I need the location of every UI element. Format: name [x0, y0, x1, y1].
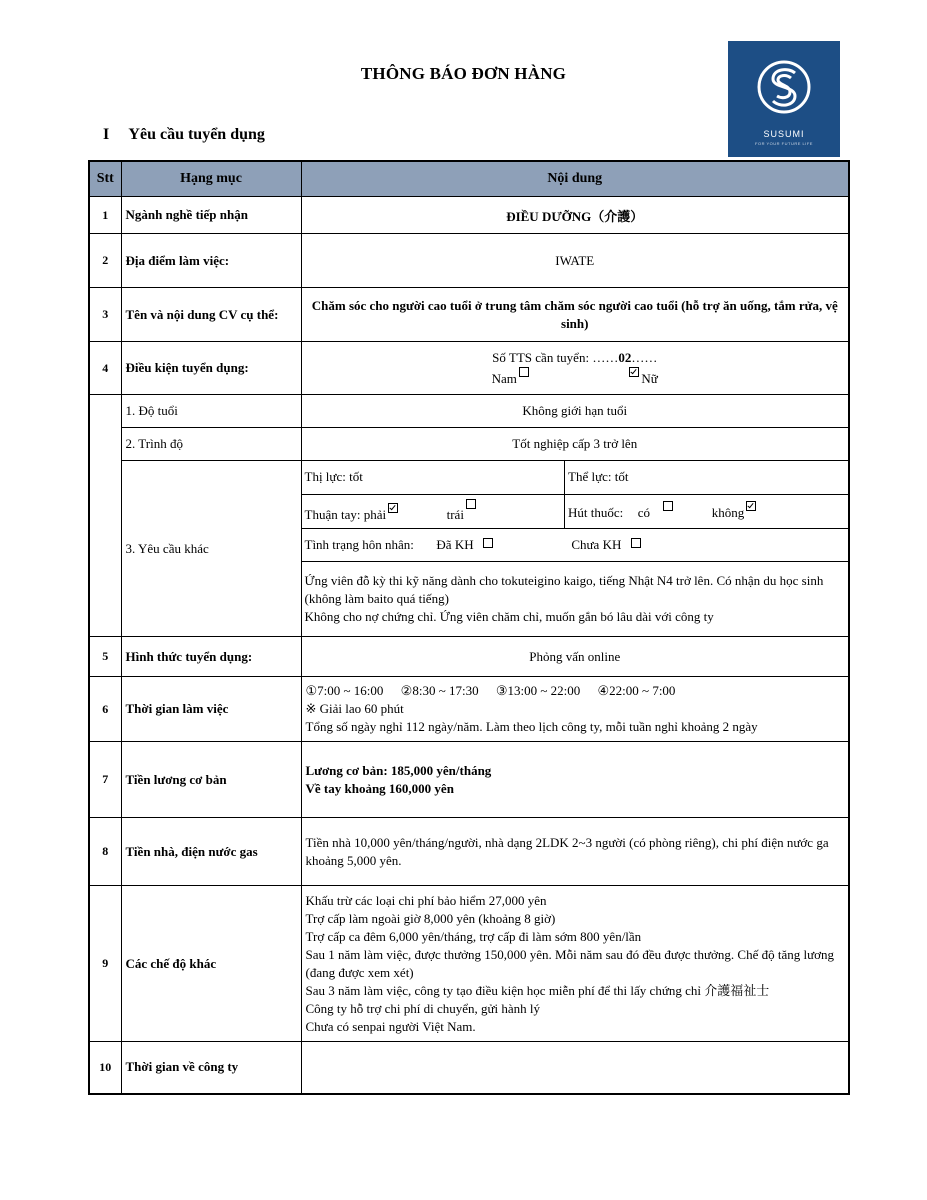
row-content: [301, 742, 849, 818]
section-label: Yêu cầu tuyển dụng: [128, 126, 265, 143]
married-checkbox[interactable]: [483, 538, 493, 548]
male-checkbox[interactable]: [519, 367, 529, 377]
table-header-row: [89, 161, 849, 197]
table-row: [89, 461, 849, 637]
row-stt: 2: [89, 234, 121, 288]
quota-prefix: Số TTS cần tuyển: ……: [492, 349, 619, 365]
shift-list: [306, 682, 845, 700]
smoking-no-checkbox[interactable]: [746, 501, 756, 511]
sub-education-value: Tốt nghiệp cấp 3 trở lên: [301, 428, 849, 461]
fitness: Thể lực: tốt: [565, 461, 849, 494]
logo-mark-icon: [728, 41, 840, 129]
header-stt: Stt: [89, 161, 121, 197]
other-note-2: Không cho nợ chứng chỉ. Ứng viên chăm chỉ, muốn gắn bó lâu dài với công ty: [304, 608, 714, 624]
table-row: [89, 637, 849, 677]
row-content: [301, 677, 849, 742]
sub-age-label: 1. Độ tuổi: [121, 395, 301, 428]
benefit-line: Công ty hỗ trợ chi phí di chuyển, gửi hành lý: [305, 1000, 541, 1016]
logo-subtext: FOR YOUR FUTURE LIFE: [755, 141, 813, 146]
single-checkbox[interactable]: [631, 538, 641, 548]
requirements-table: [88, 160, 850, 1095]
logo-text: SUSUMI: [763, 129, 805, 139]
other-note-1: Ứng viên đỗ kỳ thi kỹ năng dành cho tokuteigino kaigo, tiếng Nhật N4 trở lên. Có nhận du học sinh (không làm baito quá tiếng): [304, 572, 824, 606]
marital-status: [302, 528, 849, 561]
row-category: Tên và nội dung CV cụ thể:: [121, 288, 301, 342]
sub-other-content: [301, 461, 849, 637]
row-stt: 1: [89, 197, 121, 234]
left-checkbox[interactable]: [466, 499, 476, 509]
row-stt: 10: [89, 1042, 121, 1094]
section-heading: [103, 126, 265, 144]
table-row: [89, 677, 849, 742]
marital-label: Tình trạng hôn nhân:: [304, 536, 414, 552]
shift-2: ②8:30 ~ 17:30: [400, 683, 479, 698]
row-stt: 6: [89, 677, 121, 742]
row-content: IWATE: [301, 234, 849, 288]
male-label: Nam: [491, 370, 517, 386]
row-stt: 9: [89, 886, 121, 1042]
table-row: [89, 342, 849, 395]
benefit-line: Sau 3 năm làm việc, công ty tạo điều kiện học miễn phí để thi lấy chứng chỉ 介護福祉士: [305, 982, 770, 998]
salary-line-1: Lương cơ bản: 185,000 yên/tháng: [305, 762, 492, 778]
row-stt: 4: [89, 342, 121, 395]
smoking-yes-checkbox[interactable]: [663, 501, 673, 511]
eyesight: Thị lực: tốt: [304, 469, 363, 485]
right-label: phải: [363, 507, 387, 522]
shift-4: ④22:00 ~ 7:00: [597, 683, 676, 698]
section-number: I: [103, 126, 110, 143]
other-notes: [302, 561, 849, 636]
table-row: [89, 886, 849, 1042]
header-content: Nội dung: [301, 161, 849, 197]
row-category: Tiền lương cơ bản: [121, 742, 301, 818]
gender-line: [306, 367, 845, 388]
smoking-label: Hút thuốc:: [568, 505, 624, 520]
sub-age-value: Không giới hạn tuổi: [301, 395, 849, 428]
married-label: Đã KH: [436, 536, 474, 552]
table-row: [89, 395, 849, 428]
holidays-note: Tổng số ngày nghỉ 112 ngày/năm. Làm theo lịch công ty, mỗi tuần nghỉ khoảng 2 ngày: [305, 719, 758, 734]
sub-education-label: 2. Trình độ: [121, 428, 301, 461]
page-title: THÔNG BÁO ĐƠN HÀNG: [360, 64, 567, 83]
table-row: [89, 818, 849, 886]
sub-other-label: 3. Yêu cầu khác: [121, 461, 301, 637]
table-row: [89, 288, 849, 342]
row-content: Tiền nhà 10,000 yên/tháng/người, nhà dạng 2LDK 2~3 người (có phòng riêng), chi phí điện nước ga khoảng 5,000 yên.: [301, 818, 849, 886]
single-label: Chưa KH: [571, 536, 622, 552]
benefit-line: Trợ cấp ca đêm 6,000 yên/tháng, trợ cấp đi làm sớm 800 yên/lần: [305, 928, 642, 944]
table-row: [89, 234, 849, 288]
smoking: [565, 494, 849, 528]
row-content: [301, 342, 849, 395]
table-row: [89, 742, 849, 818]
row-category: Ngành nghề tiếp nhận: [121, 197, 301, 234]
shift-3: ③13:00 ~ 22:00: [495, 683, 581, 698]
row-category: Các chế độ khác: [121, 886, 301, 1042]
row-content: [301, 886, 849, 1042]
other-requirements-table: [302, 461, 849, 636]
handedness: [302, 494, 565, 528]
row-category: Hình thức tuyển dụng:: [121, 637, 301, 677]
row-content: ĐIỀU DƯỠNG（介護）: [301, 197, 849, 234]
row-category: Thời gian làm việc: [121, 677, 301, 742]
benefit-line: Sau 1 năm làm việc, được thưởng 150,000 yên. Mỗi năm sau đó đều được thưởng. Chế độ tăng lương (đang được xem xét): [305, 946, 834, 980]
salary-line-2: Về tay khoảng 160,000 yên: [305, 780, 454, 796]
row-category: Địa điểm làm việc:: [121, 234, 301, 288]
smoking-yes-label: có: [637, 505, 651, 520]
row-category: Thời gian về công ty: [121, 1042, 301, 1094]
quota-line: [306, 349, 845, 367]
female-label: Nữ: [641, 370, 658, 386]
table-row: [89, 197, 849, 234]
break-note: ※ Giải lao 60 phút: [305, 701, 404, 716]
benefit-line: Trợ cấp làm ngoài giờ 8,000 yên (khoảng 8 giờ): [305, 910, 556, 926]
row-category: Tiền nhà, điện nước gas: [121, 818, 301, 886]
handedness-label: Thuận tay:: [304, 507, 361, 522]
table-row: [89, 1042, 849, 1094]
benefit-line: Khấu trừ các loại chi phí bảo hiểm 27,000 yên: [305, 892, 547, 908]
row-stt: 3: [89, 288, 121, 342]
right-checkbox[interactable]: [388, 503, 398, 513]
row-stt: 5: [89, 637, 121, 677]
company-logo: [728, 41, 840, 157]
smoking-no-label: không: [711, 505, 745, 520]
row-stt: 8: [89, 818, 121, 886]
left-label: trái: [446, 507, 464, 522]
row-stt-empty: [89, 395, 121, 637]
row-content: [301, 1042, 849, 1094]
row-category: Điều kiện tuyển dụng:: [121, 342, 301, 395]
row-content: Phỏng vấn online: [301, 637, 849, 677]
shift-1: ①7:00 ~ 16:00: [305, 683, 384, 698]
quota-suffix: ……: [631, 349, 658, 365]
row-content: Chăm sóc cho người cao tuổi ở trung tâm chăm sóc người cao tuổi (hỗ trợ ăn uống, tắm rửa, vệ sinh): [301, 288, 849, 342]
quota-value: 02: [618, 349, 632, 365]
header-category: Hạng mục: [121, 161, 301, 197]
table-row: [89, 428, 849, 461]
row-stt: 7: [89, 742, 121, 818]
benefit-line: Chưa có senpai người Việt Nam.: [305, 1018, 476, 1034]
female-checkbox[interactable]: [629, 367, 639, 377]
